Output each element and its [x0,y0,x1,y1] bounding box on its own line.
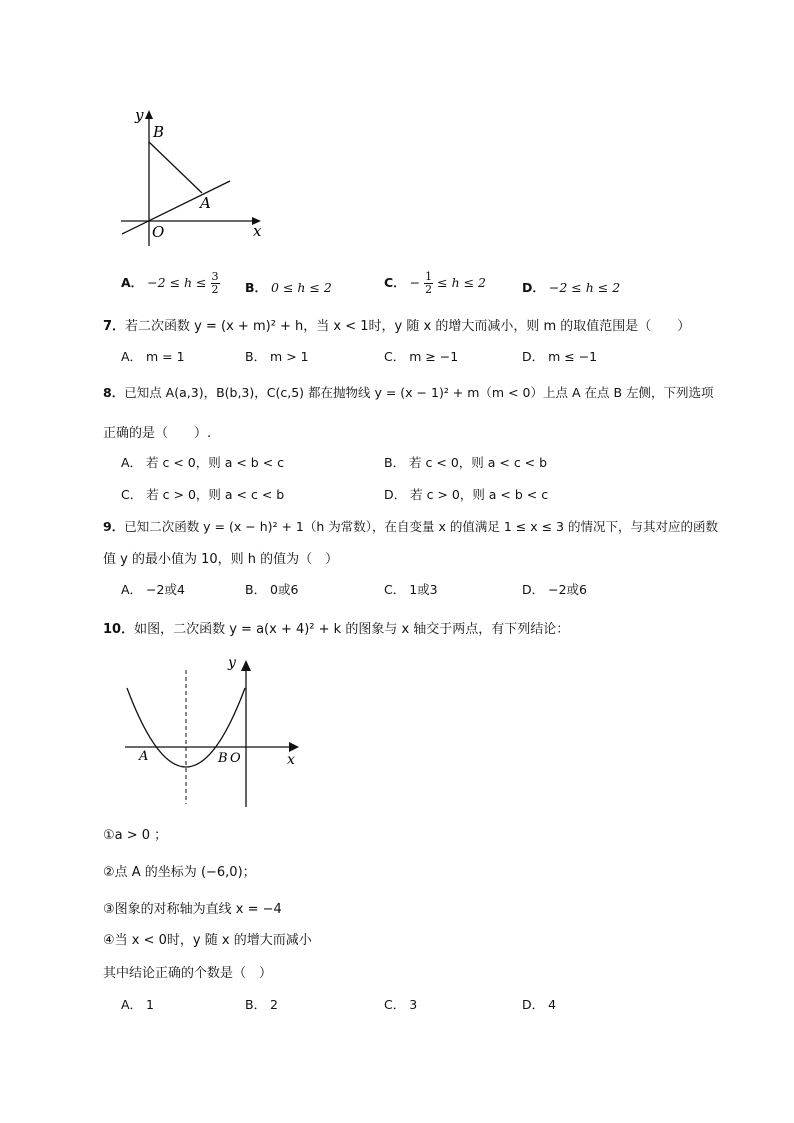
question-text: 已知二次函数 y = (x − h)² + 1（h 为常数），在自变量 x 的值满足 1 ≤ x ≤ 3 的情况下，与其对应的函数 [124,519,718,534]
q10-option-b: B． 2 [245,997,279,1012]
option-label: A． [121,275,144,290]
denominator: 2 [425,283,433,296]
question-text: 已知点 A(a,3)，B(b,3)，C(c,5) 都在抛物线 y = (x − 1)² + m（m < 0）上点 A 在点 B 左侧，下列选项 [124,385,714,400]
option-text: −2 ≤ h ≤ 2 [548,280,621,295]
line-oa [122,181,230,234]
y-axis-arrow [241,660,251,671]
question-text: 若二次函数 y = (x + m)² + h，当 x < 1时，y 随 x 的增大而减小，则 m 的取值范围是（ ） [125,319,691,334]
q8-option-c: C． 若 c > 0，则 a < c < b [121,487,285,502]
figure-parabola-graph [115,650,315,810]
point-b-label: B [153,123,165,141]
option-text: −2 ≤ h ≤ [147,275,211,290]
q8-option-d: D． 若 c > 0，则 a < b < c [384,487,549,502]
q10-question: 其中结论正确的个数是（ ） [103,966,273,981]
figure-triangle-graph [115,100,275,250]
q6-option-d [522,278,620,296]
fraction-one-half [424,271,433,296]
q10-option-d: D． 4 [522,997,557,1012]
question-number: 9． [103,519,125,534]
option-label: C． [384,275,406,290]
question-text: 如图，二次函数 y = a(x + 4)² + k 的图象与 x 轴交于两点，有下列结论： [134,622,570,637]
q8-option-a: A． 若 c < 0，则 a < b < c [121,455,285,470]
q6-option-b [245,278,332,296]
x-axis-label: x [253,222,262,240]
point-a-label: A [200,194,211,212]
q8-stem-line2: 正确的是（ ）. [103,426,212,441]
q6-option-a [121,271,220,296]
q7-option-b: B． m > 1 [245,349,309,364]
q9-option-a: A． −2或4 [121,582,185,597]
numerator: 3 [211,270,219,283]
x-axis-label: x [287,752,295,768]
segment-ba [149,142,202,193]
option-pre: − [409,275,421,290]
q10-conclusion-2: ②点 A 的坐标为 (−6,0)； [103,865,256,880]
point-b-label: B [218,751,228,766]
numerator: 1 [425,270,433,283]
q7-option-d: D． m ≤ −1 [522,349,598,364]
question-number: 10． [103,622,135,637]
question-number: 8． [103,385,125,400]
q10-option-a: A． 1 [121,997,154,1012]
q9-option-c: C． 1或3 [384,582,438,597]
q7-option-c: C． m ≥ −1 [384,349,459,364]
option-post: ≤ h ≤ 2 [437,275,486,290]
q7-stem [103,315,690,334]
q10-conclusion-3: ③图象的对称轴为直线 x = −4 [103,902,282,917]
q7-option-a: A． m = 1 [121,349,185,364]
q8-stem-line1 [103,383,714,401]
fraction-three-halves [211,271,220,296]
option-label: D． [522,280,545,295]
q6-option-c [384,271,486,296]
origin-label: O [152,223,165,241]
q9-stem-line2: 值 y 的最小值为 10，则 h 的值为（ ） [103,552,339,567]
q9-option-d: D． −2或6 [522,582,587,597]
question-number: 7． [103,319,126,334]
x-axis-arrow [289,742,299,752]
point-a-label: A [139,749,149,764]
y-axis-arrow [145,110,153,119]
option-text: 0 ≤ h ≤ 2 [271,280,332,295]
y-axis-label: y [135,106,144,124]
origin-label: O [230,751,241,766]
q10-conclusion-1: ①a > 0 ； [103,828,168,843]
option-label: B． [245,280,268,295]
y-axis-label: y [228,655,236,671]
q10-stem [103,618,569,637]
q9-stem-line1 [103,517,718,535]
denominator: 2 [211,283,219,296]
q9-option-b: B． 0或6 [245,582,299,597]
q8-option-b: B． 若 c < 0，则 a < c < b [384,455,548,470]
q10-conclusion-4: ④当 x < 0时，y 随 x 的增大而减小 [103,933,312,948]
q10-option-c: C． 3 [384,997,418,1012]
